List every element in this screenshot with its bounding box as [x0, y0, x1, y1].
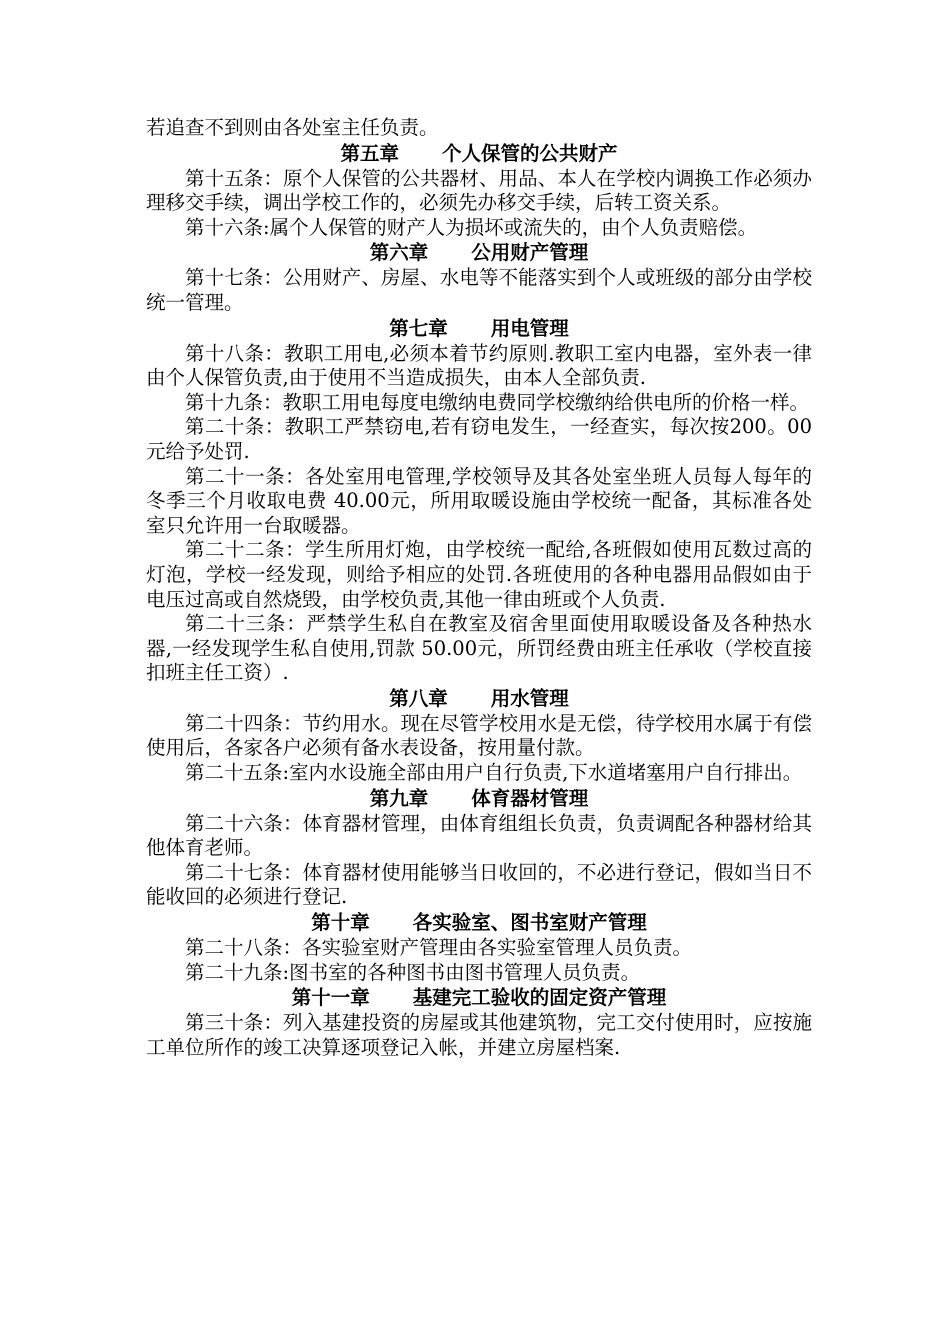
- article-paragraph: 第三十条：列入基建投资的房屋或其他建筑物，完工交付使用时，应按施工单位所作的竣工决算逐项登记入帐，并建立房屋档案.: [146, 1011, 812, 1059]
- chapter-number: 第八章: [389, 686, 448, 710]
- chapter-heading: [146, 686, 812, 712]
- chapter-number: 第六章: [369, 241, 429, 265]
- chapter-number: 第十一章: [291, 986, 370, 1010]
- chapter-title: 体育器材管理: [471, 786, 589, 810]
- chapter-number: 第五章: [340, 141, 400, 165]
- chapter-number: 第七章: [389, 316, 448, 340]
- chapter-title: 个人保管的公共财产: [441, 141, 618, 165]
- article-paragraph: 第二十条：教职工严禁窃电,若有窃电发生，一经查实，每次按200。00元给予处罚.: [146, 415, 812, 463]
- article-paragraph: 第十八条：教职工用电,必须本着节约原则.教职工室内电器，室外表一律由个人保管负责,由于使用不当造成损失，由本人全部负责.: [146, 341, 812, 390]
- chapter-title: 用水管理: [490, 686, 569, 710]
- chapter-number: 第十章: [311, 911, 370, 935]
- article-paragraph: 若追查不到则由各处室主任负责。: [146, 116, 439, 139]
- document-page: [146, 116, 812, 1060]
- article-paragraph: 第二十三条：严禁学生私自在教室及宿舍里面使用取暖设备及各种热水器,一经发现学生私自使用,罚款 50.00元，所罚经费由班主任承收（学校直接扣班主任工资）.: [146, 612, 812, 685]
- chapter-title: 公用财产管理: [471, 241, 589, 265]
- article-paragraph: 第二十七条：体育器材使用能够当日收回的，不必进行登记，假如当日不能收回的必须进行登记.: [146, 860, 812, 909]
- chapter-heading: [146, 786, 812, 812]
- article-paragraph: 第十九条：教职工用电每度电缴纳电费同学校缴纳给供电所的价格一样。: [185, 390, 810, 414]
- chapter-heading: [146, 240, 812, 266]
- article-paragraph: 第二十六条：体育器材管理，由体育组组长负责，负责调配各种器材给其他体育老师。: [146, 811, 812, 860]
- chapter-number: 第九章: [369, 786, 429, 810]
- chapter-title: 用电管理: [490, 316, 569, 340]
- chapter-title: 各实验室、图书室财产管理: [412, 911, 647, 935]
- article-paragraph: 第二十五条:室内水设施全部由用户自行负责,下水道堵塞用户自行排出。: [185, 761, 803, 785]
- chapter-heading: [146, 985, 812, 1011]
- article-paragraph: 第二十八条：各实验室财产管理由各实验室管理人员负责。: [185, 936, 693, 960]
- article-paragraph: 第十七条：公用财产、房屋、水电等不能落实到个人或班级的部分由学校统一管理。: [146, 266, 812, 314]
- chapter-heading: [146, 141, 812, 167]
- article-paragraph: 第十六条:属个人保管的财产人为损坏或流失的，由个人负责赔偿。: [185, 215, 758, 239]
- article-paragraph: 第二十四条：节约用水。现在尽管学校用水是无偿，待学校用水属于有偿使用后，各家各户必须有备水表设备，按用量付款。: [146, 711, 812, 760]
- chapter-heading: [146, 910, 812, 936]
- article-paragraph: 第二十二条：学生所用灯炮，由学校统一配给,各班假如使用瓦数过高的灯泡，学校一经发现，则给予相应的处罚.各班使用的各种电器用品假如由于电压过高或自然烧毁，由学校负责,其他一律由班或个人负责.: [146, 538, 812, 611]
- article-paragraph: 第十五条：原个人保管的公共器材、用品、本人在学校内调换工作必须办理移交手续，调出学校工作的，必须先办移交手续，后转工资关系。: [146, 166, 812, 215]
- article-paragraph: 第二十一条：各处室用电管理,学校领导及其各处室坐班人员每人每年的冬季三个月收取电费 40.00元，所用取暖设施由学校统一配备，其标准各处室只允许用一台取暖器。: [146, 464, 812, 537]
- chapter-title: 基建完工验收的固定资产管理: [412, 986, 667, 1010]
- article-paragraph: 第二十九条:图书室的各种图书由图书管理人员负责。: [185, 960, 641, 984]
- chapter-heading: [146, 316, 812, 342]
